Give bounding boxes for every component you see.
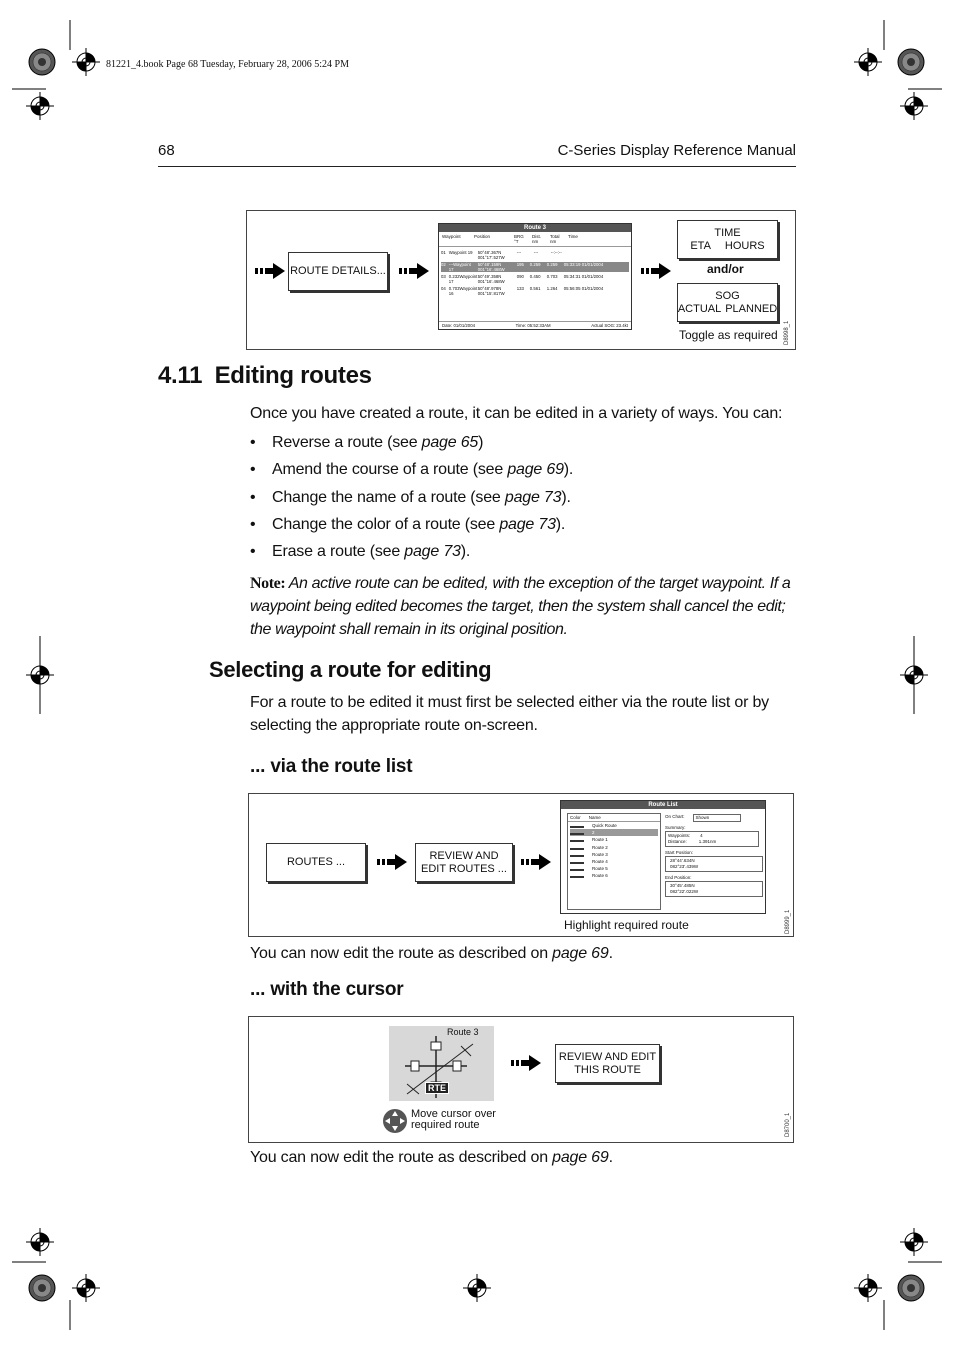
col-dist: Dist. nm — [532, 234, 541, 244]
eta-option: ETA — [690, 239, 711, 252]
section-number: 4.11 — [158, 362, 203, 389]
review-this-label-2: THIS ROUTE — [574, 1063, 641, 1076]
figure-caption: Toggle as required — [679, 328, 778, 342]
col-color: Color — [570, 815, 581, 820]
routes-softkey[interactable] — [266, 843, 366, 882]
chart-thumbnail — [389, 1026, 494, 1101]
list-item[interactable]: Quick Route — [570, 822, 658, 829]
time-softkey[interactable] — [677, 220, 778, 259]
figure-route-details — [246, 210, 796, 350]
page-link[interactable]: page 69 — [507, 461, 564, 478]
page-link[interactable]: page 69 — [552, 945, 609, 962]
actual-option: ACTUAL — [677, 302, 722, 315]
arrow-icon — [377, 854, 407, 870]
figure-code: D8700_1 — [785, 1112, 791, 1137]
note — [250, 572, 798, 641]
review-label-1: REVIEW AND — [429, 849, 499, 862]
list-item[interactable]: Route 5 — [570, 865, 658, 872]
and-or-label: and/or — [707, 262, 744, 276]
figure-code: D8999_1 — [785, 909, 791, 934]
subsection-paragraph: For a route to be edited it must first be selected either via the route list or by selecting the appropriate route on-screen. — [250, 694, 769, 734]
routes-label: ROUTES ... — [286, 856, 346, 868]
list-item: • Change the color of a route (see page 73). — [250, 516, 566, 533]
on-chart-label: On Chart: — [665, 814, 685, 819]
table-row: 01 Waypoint 19 50°48'.367N 001°17'.527W --- --- --:--:-- — [441, 250, 562, 260]
col-position: Position — [474, 234, 491, 239]
subsection-title: Selecting a route for editing — [209, 657, 492, 682]
time-label: TIME — [714, 226, 741, 239]
note-text: An active route can be edited, with the exception of the target waypoint. If a waypoint being edited becomes the target, then the system shall cancel the edit; the waypoint shall remain in its original position. — [250, 575, 791, 638]
running-title: C-Series Display Reference Manual — [557, 142, 796, 159]
arrow-icon — [521, 854, 551, 870]
list-item: • Erase a route (see page 73). — [250, 543, 471, 560]
summary-label: Summary: — [665, 825, 686, 830]
route-screen-footer: Date: 01/01/2004 Time: 05:52:33AM Actual SOG: 23.4kt — [439, 321, 631, 329]
header-rule — [158, 166, 796, 167]
arrow-icon — [399, 263, 429, 279]
table-row: 02 ---Waypoint 17 50°48'.159N 001°16'.468W 195 0.259 0.259 05:33:19 01/01/2004 — [441, 262, 629, 272]
figure-route-list — [248, 793, 794, 937]
section-title: Editing routes — [214, 362, 372, 389]
table-row: 04 0.703Waypoint 16 50°48'.978N 001°15'.817W 133 0.561 1.264 05:56:05 01/01/2004 — [441, 286, 604, 296]
after-cursor-paragraph: You can now edit the route as described on page 69. — [250, 1149, 613, 1166]
list-item[interactable]: 2 — [570, 829, 658, 836]
figure-caption: Highlight required route — [564, 918, 689, 932]
rte-tag: RTE — [425, 1082, 449, 1094]
list-item: • Change the name of a route (see page 73). — [250, 489, 571, 506]
review-label-2: EDIT ROUTES ... — [421, 862, 507, 875]
route-screen — [438, 223, 632, 330]
sog-softkey[interactable] — [677, 283, 778, 322]
route-list-title: Route List — [561, 801, 765, 809]
end-label: End Position: — [665, 875, 692, 880]
review-edit-routes-softkey[interactable] — [415, 843, 513, 882]
list-item: • Reverse a route (see page 65) — [250, 434, 484, 451]
table-row: 03 0.232Waypoint 17 50°49'.358N 001°16'.468W 090 0.450 0.703 05:34:31 01/01/2004 — [441, 274, 604, 284]
route-list-screen: Route List Color Name Quick Route 2 Route 1 Route 2 Route 3 Route 4 Route 5 Route 6 On Chart: Shown Summary: Waypoints: 4 Distance: 1.391nm Start Position: 28°44'.634N 082°23'.439W End Position: 30°45'.485N 082°22'.022W — [560, 800, 766, 914]
route-details-softkey[interactable] — [288, 252, 388, 291]
sog-label: SOG — [715, 289, 740, 302]
joystick-icon — [382, 1108, 408, 1134]
review-edit-this-route-softkey[interactable] — [555, 1044, 660, 1083]
start-label: Start Position: — [665, 850, 694, 855]
hours-option: HOURS — [724, 239, 765, 252]
arrow-icon — [511, 1055, 541, 1071]
via-list-title: ... via the route list — [250, 756, 413, 777]
col-waypoint: Waypoint — [442, 234, 461, 239]
route-label: Route 3 — [447, 1027, 479, 1037]
col-name: Name — [588, 815, 601, 820]
list-item[interactable]: Route 6 — [570, 872, 658, 879]
section-heading — [158, 362, 372, 390]
cursor-caption: Move cursor over required route — [411, 1108, 496, 1131]
note-label: Note: — [250, 575, 286, 592]
list-item: • Amend the course of a route (see page 69). — [250, 461, 574, 478]
after-list-paragraph: You can now edit the route as described on page 69. — [250, 945, 613, 962]
page-link[interactable]: page 73 — [504, 489, 562, 506]
arrow-icon — [641, 263, 671, 279]
route-screen-title: Route 3 — [439, 224, 631, 232]
list-item[interactable]: Route 1 — [570, 836, 658, 843]
page-link[interactable]: page 73 — [404, 543, 461, 560]
page-link[interactable]: page 69 — [552, 1149, 609, 1166]
figure-cursor — [248, 1016, 794, 1143]
list-item[interactable]: Route 2 — [570, 844, 658, 851]
print-header: 81221_4.book Page 68 Tuesday, February 28, 2006 5:24 PM — [106, 59, 349, 70]
arrow-icon — [255, 263, 285, 279]
list-item[interactable]: Route 3 — [570, 851, 658, 858]
col-total: Total nm — [550, 234, 560, 244]
figure-code: D8998_1 — [784, 320, 790, 345]
list-item[interactable]: Route 4 — [570, 858, 658, 865]
page-link[interactable]: page 65 — [421, 434, 479, 451]
with-cursor-title: ... with the cursor — [250, 979, 404, 1000]
page-number: 68 — [158, 142, 175, 159]
page-link[interactable]: page 73 — [499, 516, 556, 533]
col-time: Time — [568, 234, 578, 239]
review-this-label-1: REVIEW AND EDIT — [558, 1050, 657, 1063]
intro-paragraph: Once you have created a route, it can be edited in a variety of ways. You can: — [250, 405, 783, 422]
on-chart-value[interactable]: Shown — [693, 814, 741, 822]
col-brg: BRG °T — [514, 234, 524, 244]
route-details-label: ROUTE DETAILS... — [290, 265, 386, 277]
planned-option: PLANNED — [725, 302, 778, 315]
